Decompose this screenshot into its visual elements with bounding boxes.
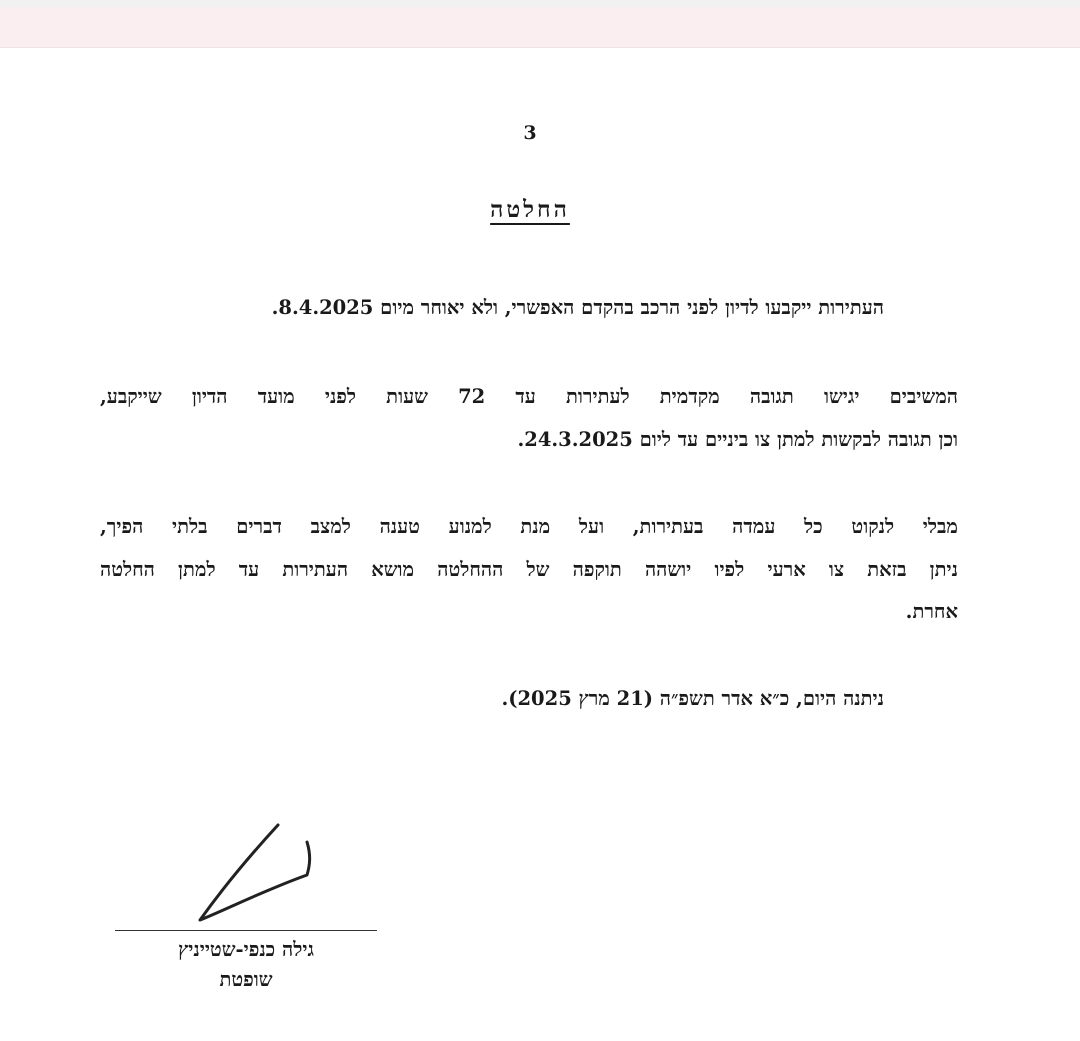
judge-name: גילה כנפי-שטייניץ — [178, 938, 314, 961]
handwritten-signature — [195, 820, 325, 930]
document-title: החלטה — [490, 196, 570, 223]
paragraph-2-line-1: המשיבים יגישו תגובה מקדמית לעתירות עד 72 שעות לפני מועד הדיון שייקבע, — [100, 385, 958, 408]
paragraph-3-line-3: אחרת. — [905, 600, 958, 623]
signature-line — [115, 930, 377, 931]
date-line: ניתנה היום, כ״א אדר תשפ״ה (21 מרץ 2025). — [501, 687, 884, 710]
paragraph-3-line-1: מבלי לנקוט כל עמדה בעתירות, ועל מנת למנוע טענה למצב דברים בלתי הפיך, — [100, 515, 958, 538]
viewer-top-band — [0, 0, 1080, 48]
paragraph-2-line-2: וכן תגובה לבקשות למתן צו ביניים עד ליום 24.3.2025. — [517, 428, 958, 451]
paragraph-3-line-2: ניתן בזאת צו ארעי לפיו יושהה תוקפה של ההחלטה מושא העתירות עד למתן החלטה — [100, 558, 958, 581]
paragraph-1-line-1: העתירות ייקבעו לדיון לפני הרכב בהקדם האפשרי, ולא יאוחר מיום 8.4.2025. — [271, 296, 884, 319]
page-number: 3 — [523, 122, 537, 144]
judge-role: שופטת — [219, 968, 273, 991]
